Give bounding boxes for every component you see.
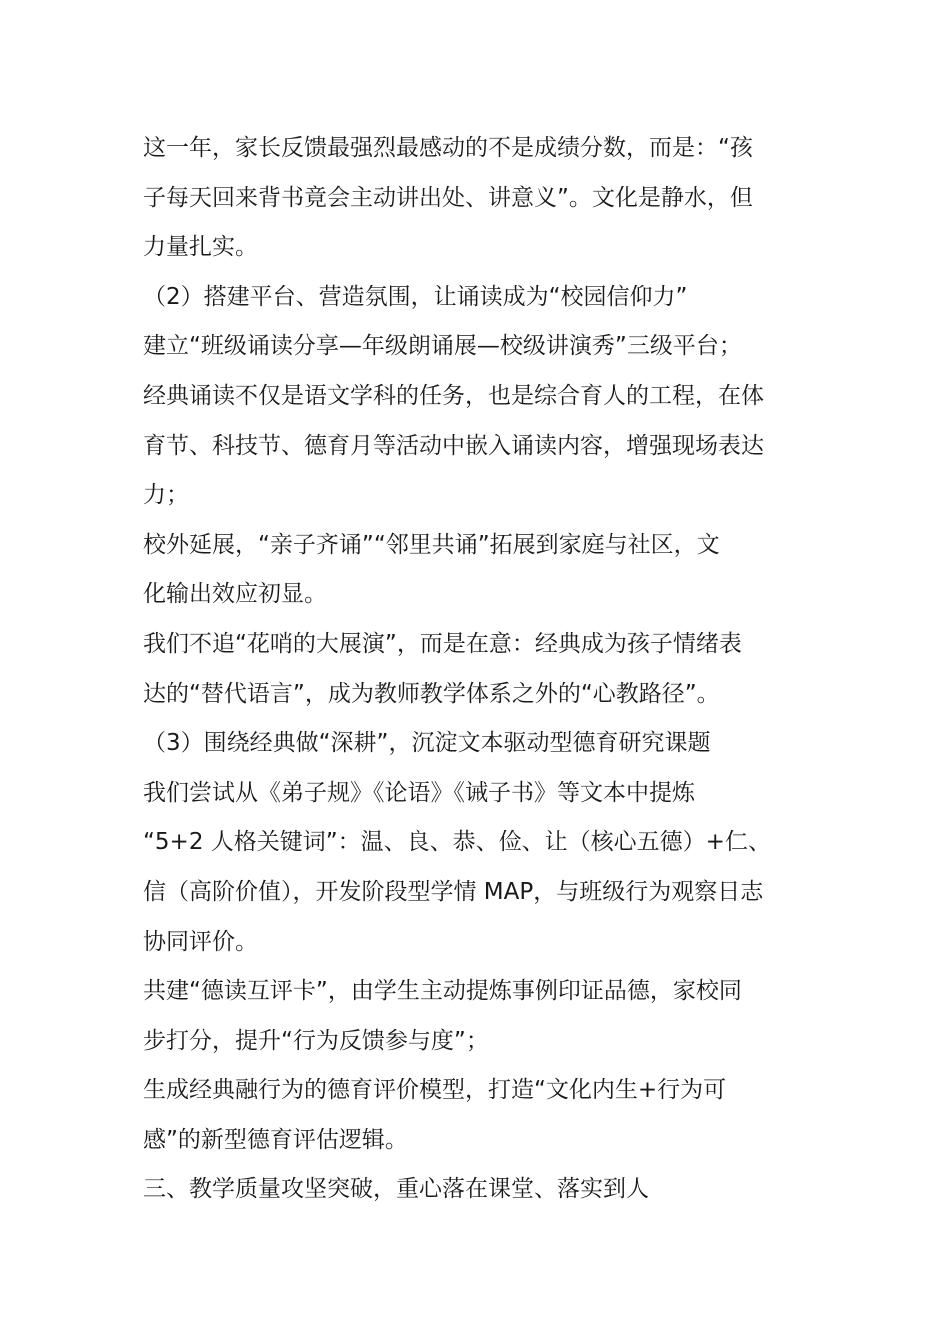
paragraph-line: 建立“班级诵读分享—年级朗诵展—校级讲演秀”三级平台； — [143, 333, 742, 360]
paragraph-line: “5+2 人格关键词”：温、良、恭、俭、让（核心五德）+仁、 — [143, 829, 771, 856]
paragraph-line: 力量扎实。 — [143, 234, 258, 261]
paragraph-line: 步打分，提升“行为反馈参与度”； — [143, 1027, 489, 1054]
paragraph-line: 共建“德读互评卡”，由学生主动提炼事例印证品德，家校同 — [143, 978, 742, 1005]
document-body — [143, 124, 823, 1215]
paragraph-line: 这一年，家长反馈最强烈最感动的不是成绩分数，而是：“孩 — [143, 135, 753, 161]
paragraph-line: 感”的新型德育评估逻辑。 — [143, 1126, 408, 1153]
paragraph-line: 生成经典融行为的德育评价模型，打造“文化内生+行为可 — [143, 1077, 727, 1104]
paragraph-line: 协同评价。 — [143, 928, 258, 955]
paragraph-line: 经典诵读不仅是语文学科的任务，也是综合育人的工程，在体 — [143, 382, 764, 409]
paragraph-line: 达的“替代语言”，成为教师教学体系之外的“心教路径”。 — [143, 680, 720, 707]
paragraph-line: 育节、科技节、德育月等活动中嵌入诵读内容，增强现场表达 — [143, 432, 764, 459]
paragraph-line: 我们尝试从《弟子规》《论语》《诫子书》等文本中提炼 — [143, 779, 695, 806]
section-heading: （2）搭建平台、营造氛围，让诵读成为“校园信仰力” — [143, 283, 688, 310]
paragraph-line: 信（高阶价值），开发阶段型学情 MAP，与班级行为观察日志 — [143, 878, 764, 905]
paragraph-line: 校外延展，“亲子齐诵”“邻里共诵”拓展到家庭与社区，文 — [143, 531, 720, 558]
paragraph-line: 我们不追“花哨的大展演”，而是在意：经典成为孩子情绪表 — [143, 630, 742, 657]
section-heading: 三、教学质量攻坚突破，重心落在课堂、落实到人 — [143, 1176, 649, 1203]
paragraph-line: 子每天回来背书竟会主动讲出处、讲意义”。文化是静水，但 — [143, 184, 753, 211]
paragraph-line: 力； — [143, 482, 189, 509]
paragraph-line: 化输出效应初显。 — [143, 581, 327, 608]
section-heading: （3）围绕经典做“深耕”，沉淀文本驱动型德育研究课题 — [143, 730, 711, 757]
